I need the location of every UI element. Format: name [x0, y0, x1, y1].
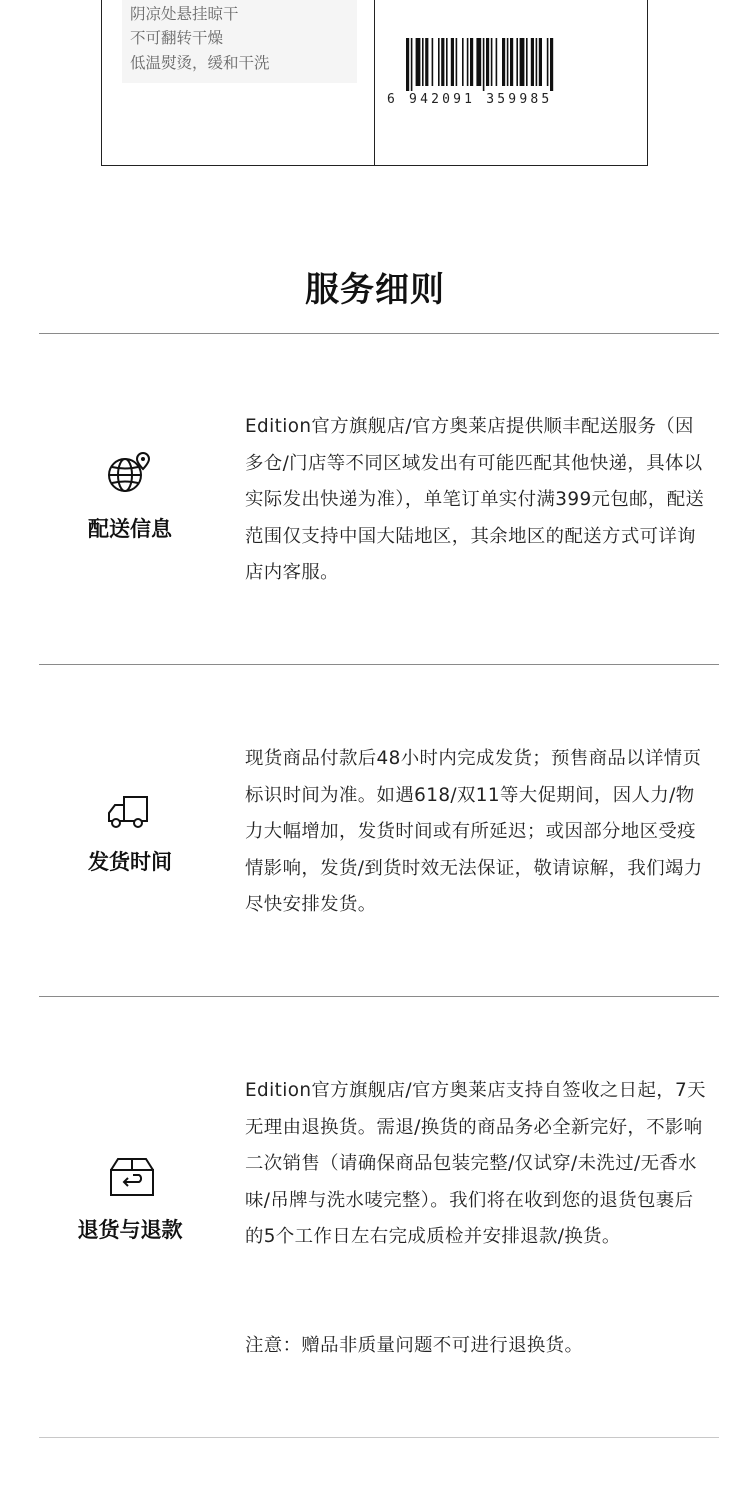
barcode-bar — [531, 38, 534, 86]
divider — [39, 333, 719, 334]
barcode-bar — [467, 38, 469, 86]
care-line: 不可翻转干燥 — [130, 29, 224, 47]
barcode-bar — [425, 38, 428, 86]
barcode-bar — [507, 38, 509, 86]
barcode-bar — [411, 38, 413, 91]
barcode-bar — [491, 38, 493, 86]
barcode-bar — [516, 38, 518, 86]
care-line: 阴凉处悬挂晾干 — [130, 5, 239, 23]
barcode-bar — [462, 38, 464, 86]
barcode — [382, 0, 602, 91]
truck-icon — [106, 794, 150, 830]
shipping-time-text: 现货商品付款后48小时内完成发货；预售商品以详情页标识时间为准。如遇618/双11等大促期间，因人力/物力大幅增加，发货时间或有所延迟；或因部分地区受疫情影响，发货/到货时效无法保证，敬请谅解，我们竭力尽快安排发货。 — [245, 748, 703, 915]
divider — [39, 996, 719, 997]
divider — [39, 664, 719, 665]
barcode-bar — [483, 38, 485, 91]
return-note: 注意：赠品非质量问题不可进行退换货。 — [245, 1335, 584, 1356]
barcode-bar — [446, 38, 448, 86]
barcode-bar — [432, 38, 434, 86]
barcode-bar — [438, 38, 440, 86]
barcode-bar — [470, 38, 473, 86]
barcode-bar — [536, 38, 538, 86]
barcode-bar — [539, 38, 542, 86]
divider — [39, 1437, 719, 1438]
shipping-time-label: 发货时间 — [88, 850, 172, 874]
barcode-bar — [550, 38, 553, 91]
label-divider — [374, 0, 375, 165]
barcode-bar — [547, 38, 549, 86]
barcode-bar — [456, 38, 458, 86]
barcode-bar — [451, 38, 454, 86]
delivery-info-label: 配送信息 — [88, 517, 172, 541]
barcode-bar — [486, 38, 489, 86]
barcode-bar — [520, 38, 525, 86]
return-refund-label: 退货与退款 — [77, 1218, 183, 1242]
barcode-bar — [441, 38, 444, 86]
barcode-bar — [416, 38, 421, 86]
barcode-bar — [422, 38, 424, 86]
barcode-bar — [476, 38, 481, 86]
care-label-box — [101, 0, 648, 166]
globe-pin-icon — [105, 451, 151, 497]
barcode-bar — [526, 38, 528, 86]
return-refund-text: Edition官方旗舰店/官方奥莱店支持自签收之日起，7天无理由退换货。需退/换货的商品务必全新完好，不影响二次销售（请确保商品包装完整/仅试穿/未洗过/无香水味/吊牌与洗水唛完整）。我们将在收到您的退货包裹后的5个工作日左右完成质检并安排退款/换货。 — [245, 1080, 706, 1247]
barcode-bar — [502, 38, 505, 86]
delivery-info-text: Edition官方旗舰店/官方奥莱店提供顺丰配送服务（因多仓/门店等不同区域发出有可能匹配其他快递，具体以实际发出快递为准），单笔订单实付满399元包邮，配送范围仅支持中国大陆地区，其余地区的配送方式可详询店内客服。 — [245, 416, 705, 583]
barcode-bar — [496, 38, 498, 86]
barcode-bar — [406, 38, 409, 91]
page-title: 服务细则 — [305, 270, 445, 310]
care-line: 低温熨烫，缓和干洗 — [130, 54, 270, 72]
return-box-icon — [108, 1156, 156, 1198]
barcode-number: 6 942091 359985 — [387, 92, 553, 107]
barcode-bar — [510, 38, 513, 86]
